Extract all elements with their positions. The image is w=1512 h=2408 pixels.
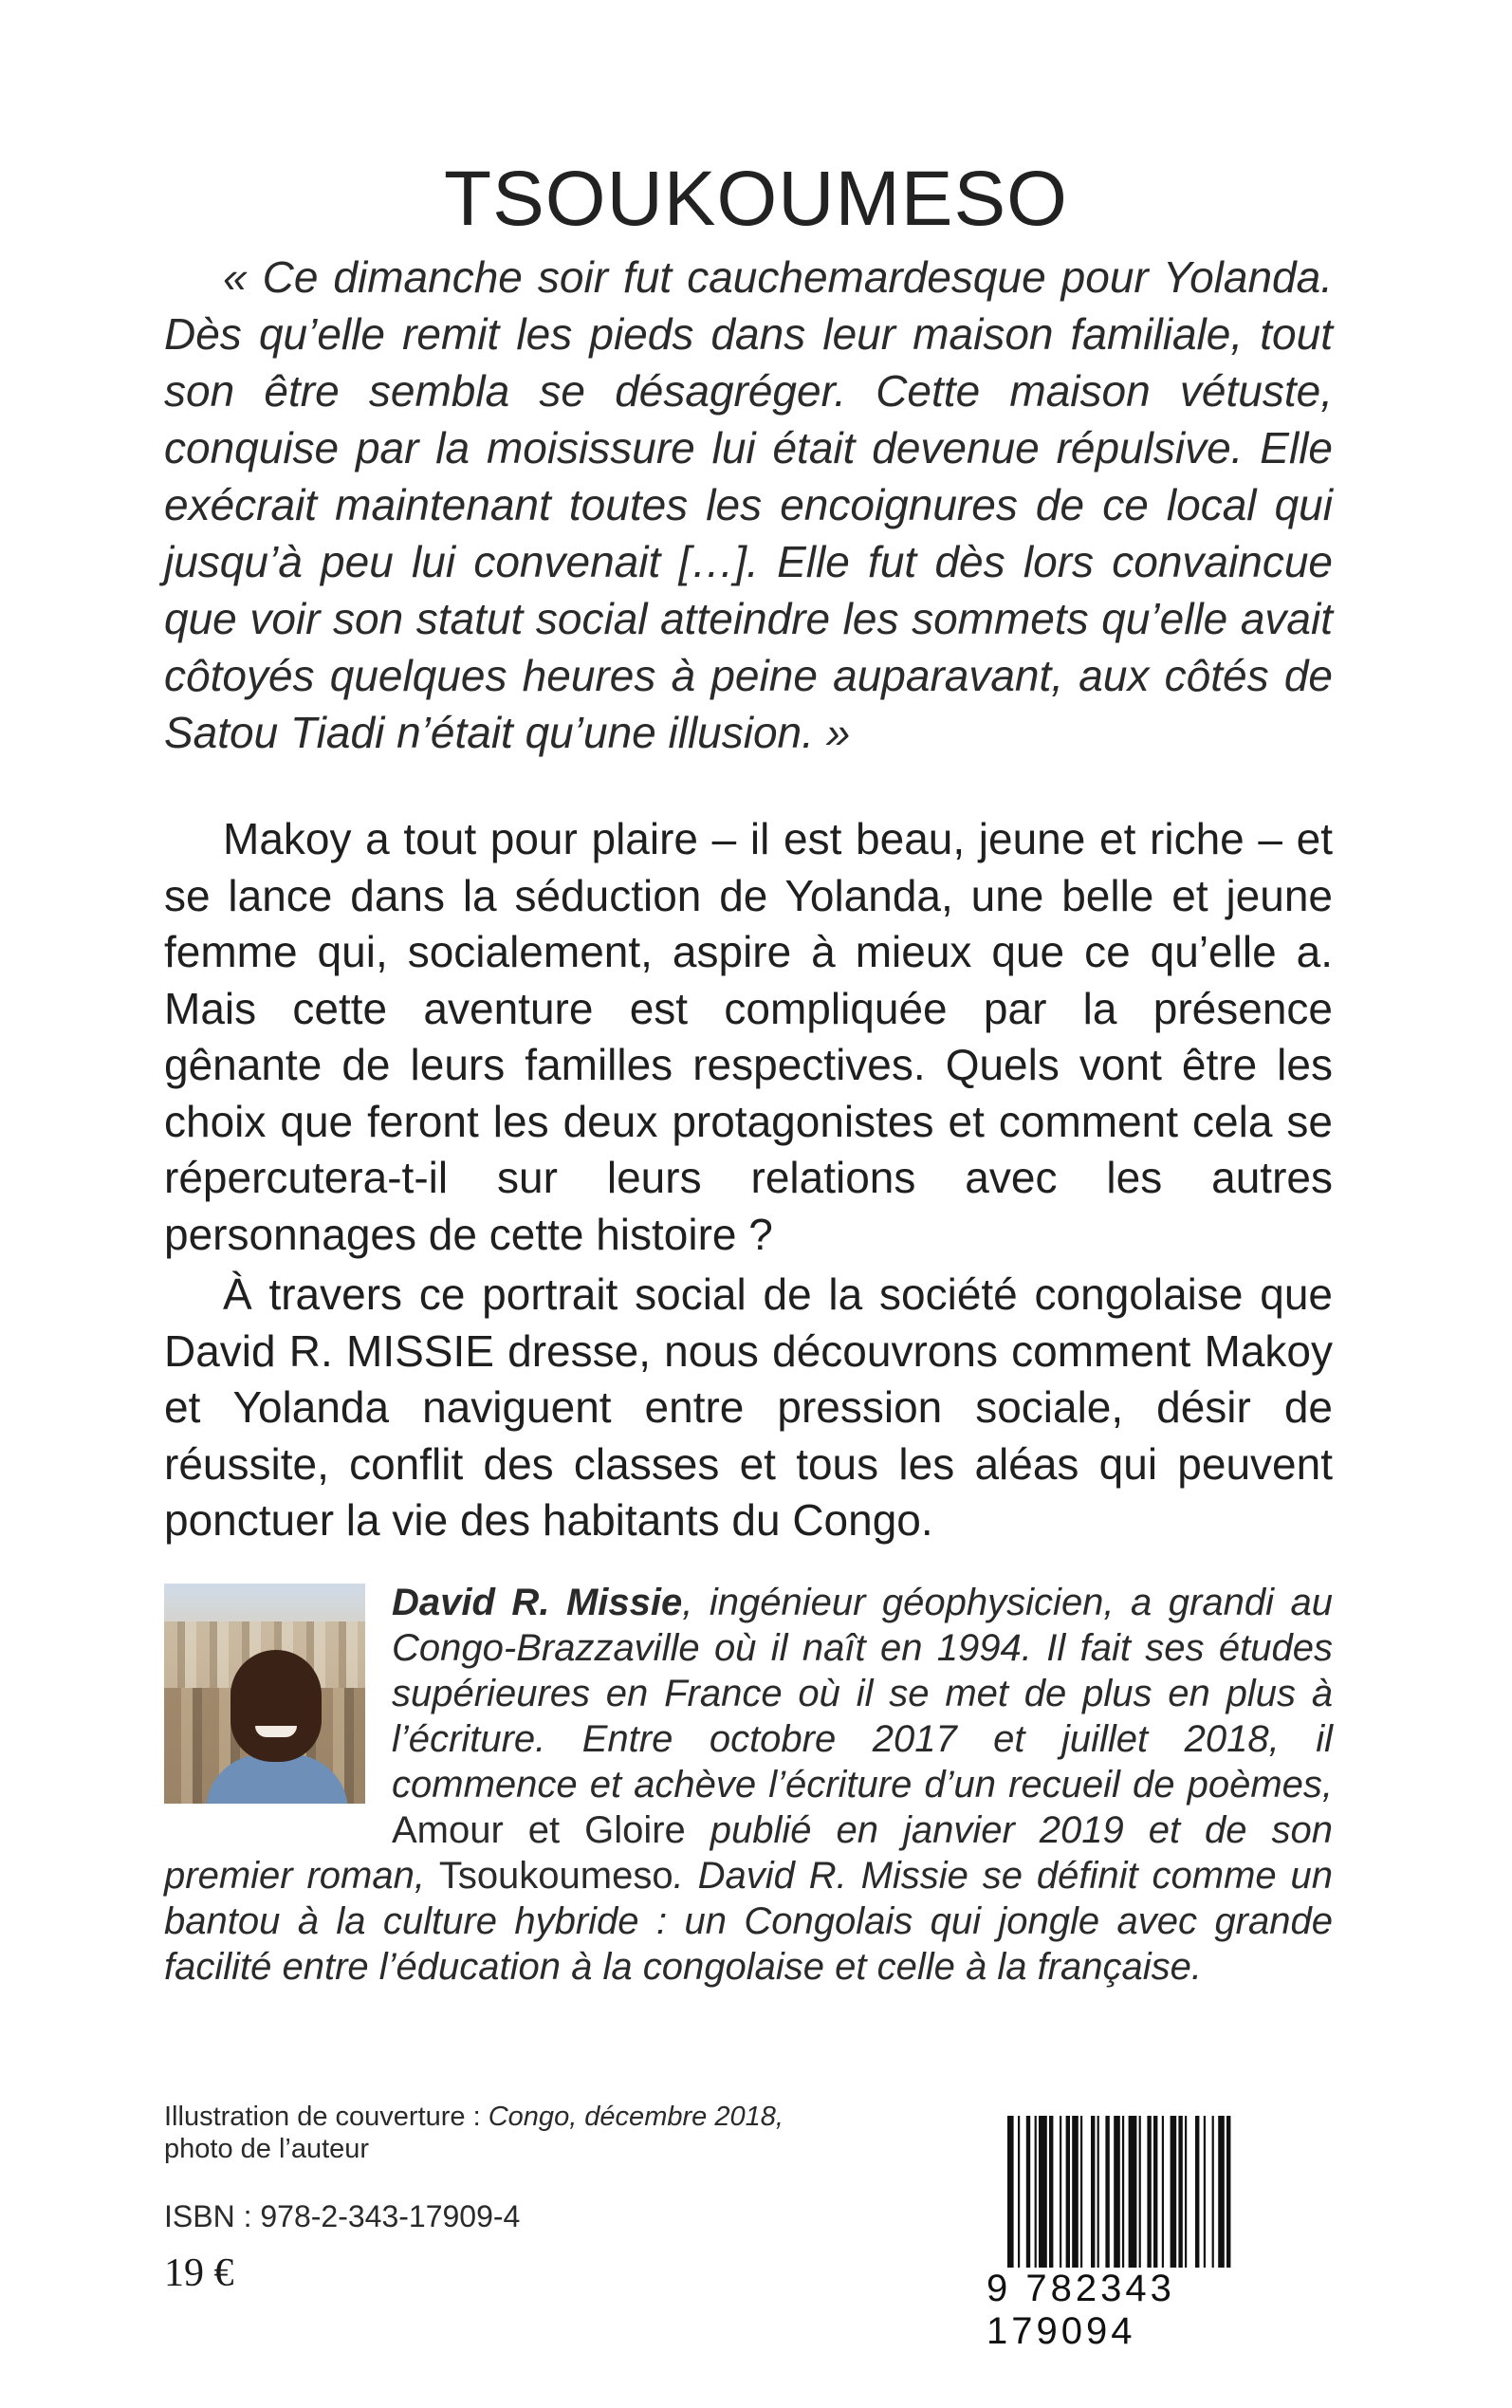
price: 19 € <box>164 2251 234 2295</box>
author-book-1: Amour et Gloire <box>392 1809 686 1851</box>
author-bio-text-1: , ingénieur géophysicien, a grandi au Congo-Brazzaville où il naît en 1994. Il fait ses études supérieures en France où il se met de plus en plus à l’écriture. Entre octobre 2017 et juillet 2018, il commence et achève l’écriture d’un recueil de poèmes, <box>392 1582 1333 1806</box>
author-photo <box>164 1584 365 1804</box>
author-bio-text-3: . David R. Missie se définit comme un bantou à la culture hybride : un Congolais qui jongle avec grande facilité entre l’éducation à la congolaise et celle à la française. <box>164 1855 1333 1988</box>
barcode-bar <box>1129 2116 1137 2268</box>
excerpt-quote <box>164 249 1333 761</box>
barcode-bar <box>1072 2116 1079 2268</box>
barcode-bar <box>1026 2116 1030 2268</box>
author-book-2: Tsoukoumeso <box>438 1855 673 1897</box>
barcode-bar <box>1097 2116 1099 2268</box>
barcode-bar <box>1035 2116 1037 2268</box>
barcode-bar <box>1139 2116 1141 2268</box>
barcode-bar <box>1212 2116 1214 2268</box>
summary-paragraph-1: Makoy a tout pour plaire – il est beau, jeune et riche – et se lance dans la séduction de Yolanda, une belle et jeune femme qui, socialement, aspire à mieux que ce qu’elle a. Mais cette aventure est compliquée par la présence gênante de leurs familles respectives. Quels vont être les choix que feront les deux protagonistes et comment cela se répercutera-t-il sur leurs relations avec les autres personnages de cette histoire ? <box>164 814 1333 1259</box>
excerpt-text: « Ce dimanche soir fut cauchemardesque pour Yolanda. Dès qu’elle remit les pieds dans leur maison familiale, tout son être sembla se désagréger. Cette maison vétuste, conquise par la moisissure lui était devenue répulsive. Elle exécrait maintenant toutes les encoignures de ce local qui jusqu’à peu lui convenait […]. Elle fut dès lors convaincue que voir son statut social atteindre les sommets qu’elle avait côtoyés quelques heures à peine auparavant, aux côtés de Satou Tiadi n’était qu’une illusion. » <box>164 252 1333 757</box>
barcode-bar <box>1162 2116 1164 2268</box>
barcode-bar <box>1114 2116 1120 2268</box>
author-bio-text-2: publié en janvier 2019 et de son premier roman, <box>164 1809 1333 1897</box>
author-name: David R. Missie <box>392 1582 683 1623</box>
barcode-bar <box>1122 2116 1124 2268</box>
barcode-bar <box>1153 2116 1157 2268</box>
barcode-bar <box>1080 2116 1082 2268</box>
photo-smile <box>255 1726 297 1737</box>
barcode-bar <box>1060 2116 1061 2268</box>
book-summary <box>164 811 1333 1553</box>
barcode-digits: 9 782343 179094 <box>986 2268 1175 2352</box>
barcode-bar <box>1066 2116 1070 2268</box>
book-title: TSOUKOUMESO <box>444 155 1068 242</box>
barcode-icon <box>1007 2116 1320 2268</box>
isbn: ISBN : 978-2-343-17909-4 <box>164 2199 521 2233</box>
barcode-bar <box>1007 2116 1014 2268</box>
barcode-bar <box>1178 2116 1182 2268</box>
barcode-bar <box>1147 2116 1151 2268</box>
barcode-bar <box>1171 2116 1177 2268</box>
barcode-bar <box>1018 2116 1020 2268</box>
barcode-bar <box>1091 2116 1095 2268</box>
cover-credit-label: Illustration de couverture : <box>164 2102 489 2132</box>
cover-credit-title: Congo, décembre 2018, <box>488 2102 784 2132</box>
barcode-bar <box>1195 2116 1199 2268</box>
barcode-bar <box>1204 2116 1206 2268</box>
barcode-bar <box>1105 2116 1109 2268</box>
barcode-bar <box>1218 2116 1225 2268</box>
summary-paragraph-2: À travers ce portrait social de la société congolaise que David R. MISSIE dresse, nous découvrons comment Makoy et Yolanda naviguent entre pression sociale, désir de réussite, conflit des classes et tous les aléas qui peuvent ponctuer la vie des habitants du Congo. <box>164 1269 1333 1545</box>
author-bio <box>164 1580 1333 1990</box>
photo-face <box>230 1650 322 1762</box>
barcode-bar <box>1039 2116 1047 2268</box>
cover-credit-photo: photo de l’auteur <box>164 2134 370 2164</box>
barcode-bar <box>1049 2116 1053 2268</box>
barcode-bar <box>1185 2116 1187 2268</box>
barcode-bar <box>1226 2116 1230 2268</box>
cover-credit <box>164 2101 885 2165</box>
